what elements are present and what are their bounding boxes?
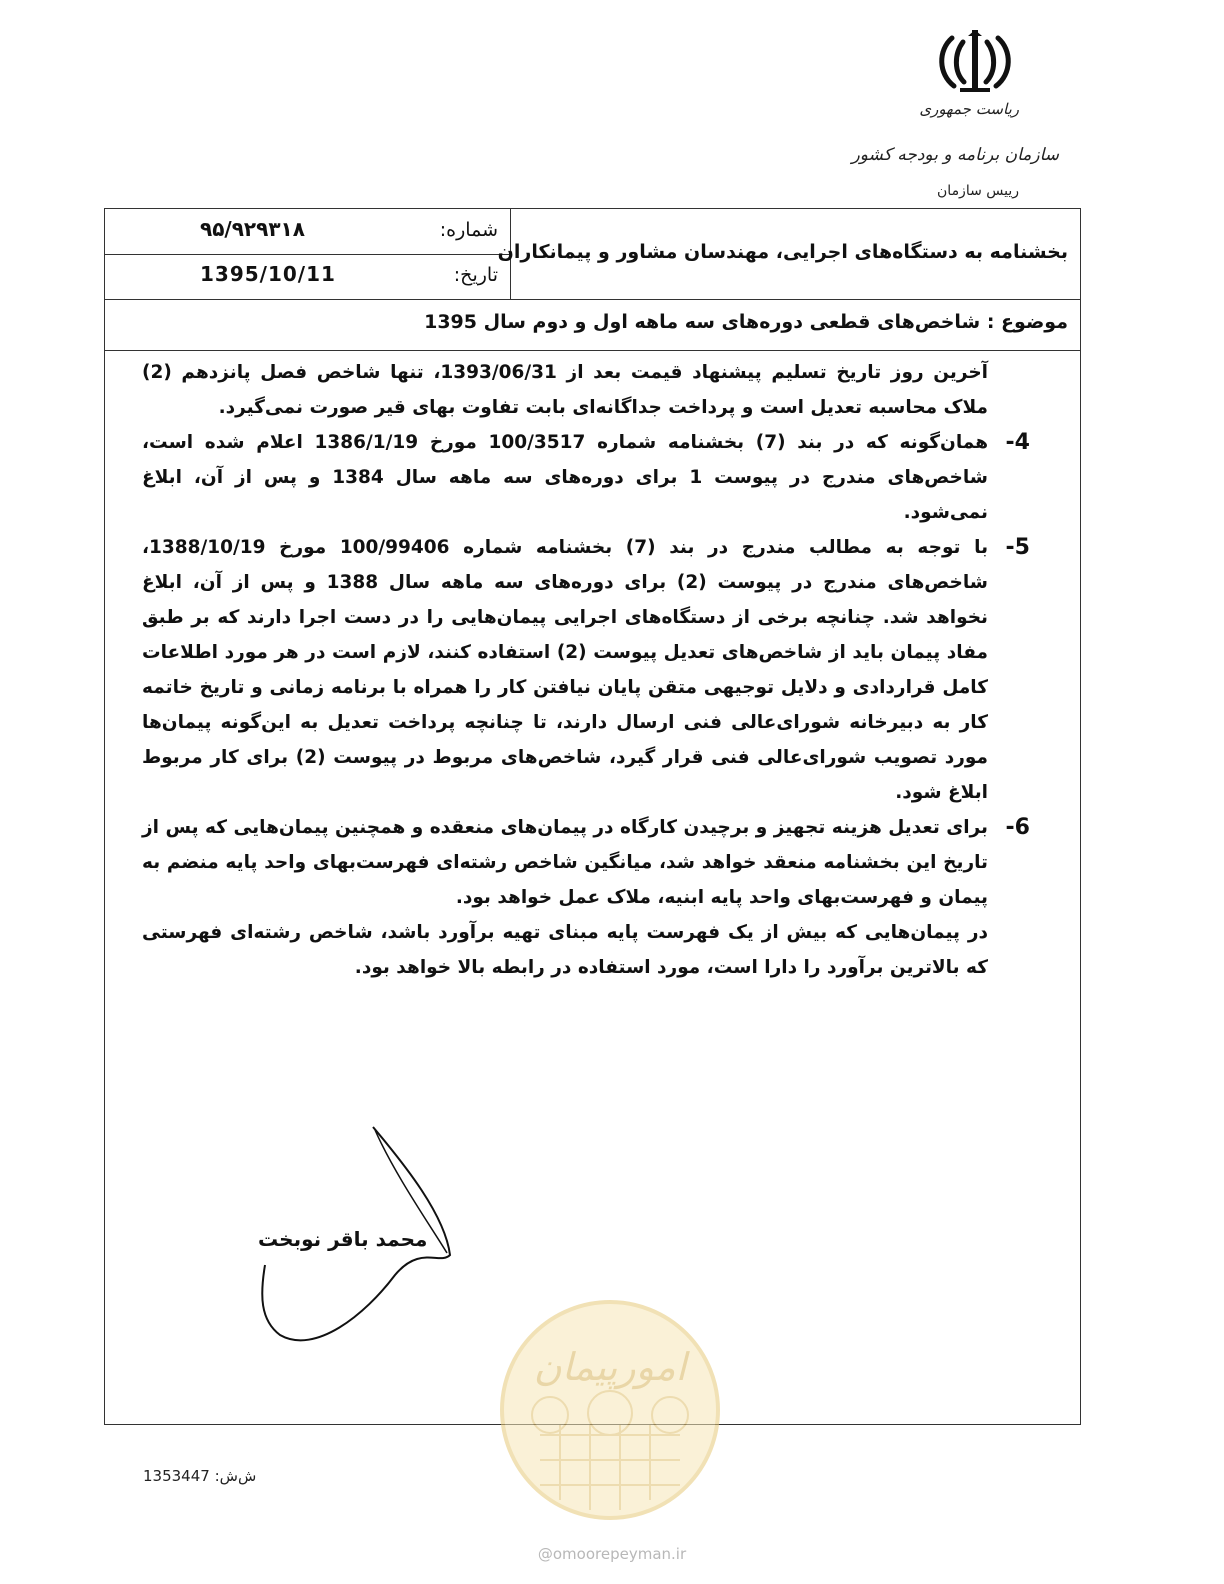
clause-number: -6 [1005,815,1030,840]
meta-box [105,209,511,299]
watermark-logo-text: امورپیمان [533,1345,687,1389]
org-line-head: رییس سازمان [937,183,1019,199]
closing-paragraph: در پیمان‌هایی که بیش از یک فهرست پایه مبنای تهیه برآورد باشد، شاخص رشته‌ای فهرستی که بالاترین برآورد را دارا است، مورد استفاده در رابطه بالا خواهد بود. [142,922,988,978]
letter-header [105,209,1080,300]
org-line-presidency: ریاست جمهوری [919,100,1019,118]
iran-emblem-logo [930,28,1020,96]
footer-reference-number: ش‌ش: 1353447 [143,1467,257,1485]
clause-number: -4 [1005,430,1030,455]
date-label: تاریخ: [453,264,498,286]
clause-text: همان‌گونه که در بند (7) بخشنامه شماره 100/3517 مورخ 1386/1/19 اعلام شده است، شاخص‌های مندرج در پیوست 1 برای دوره‌های سه ماهه سال 1384 و پس از آن، ابلاغ نمی‌شود. [142,432,989,523]
clause-4 [142,425,1030,530]
clause-number: -5 [1005,535,1030,560]
subject-line: موضوع : شاخص‌های قطعی دوره‌های سه ماهه اول و دوم سال 1395 [424,311,1068,333]
clause-5 [142,530,1030,810]
org-line-organization: سازمان برنامه و بودجه کشور [851,145,1059,165]
watermark-logo [490,1295,730,1525]
number-value: ۹۵/۹۲۹۳۱۸ [200,217,305,241]
intro-paragraph: آخرین روز تاریخ تسلیم پیشنهاد قیمت بعد از 1393/06/31، تنها شاخص فصل پانزدهم (2) ملاک محاسبه تعدیل است و پرداخت جداگانه‌ای بابت تفاوت بهای قیر صورت نمی‌گیرد. [142,362,988,418]
number-row [105,209,510,255]
letter-body [142,355,1030,985]
clause-text: برای تعدیل هزینه تجهیز و برچیدن کارگاه در پیمان‌های منعقده و همچنین پیمان‌هایی که پس از تاریخ این بخشنامه منعقد خواهد شد، میانگین شاخص رشته‌ای فهرست‌بهای واحد پایه منضم به پیمان و فهرست‌بهای واحد پایه ابنیه، ملاک عمل خواهد بود. [142,817,988,908]
recipients-line: بخشنامه به دستگاه‌های اجرایی، مهندسان مشاور و پیمانکاران [497,241,1068,263]
subject-row [105,299,1080,351]
number-label: شماره: [439,219,498,241]
date-row [105,254,510,299]
date-value: 1395/10/11 [200,262,336,286]
clause-text: با توجه به مطالب مندرج در بند (7) بخشنامه شماره 100/99406 مورخ 1388/10/19، شاخص‌های مندرج در پیوست (2) برای دوره‌های سه ماهه سال 1388 و پس از آن، ابلاغ نخواهد شد. چنانچه برخی از دستگاه‌های اجرایی پیمان‌هایی را در دست اجرا دارند که بر طبق مفاد پیمان باید از شاخص‌های تعدیل پیوست (2) استفاده کنند، لازم است در هر مورد اطلاعات کامل قراردادی و دلایل توجیهی متقن پایان نیافتن کار را همراه با برنامه زمانی و تاریخ خاتمه کار به دبیرخانه شورای‌عالی فنی ارسال دارند، تا چنانچه پرداخت تعدیل به این‌گونه پیمان‌ها مورد تصویب شورای‌عالی فنی قرار گیرد، شاخص‌های مربوط در پیوست (2) برای کار مربوط ابلاغ شود. [142,537,989,803]
watermark-url: @omoorepeyman.ir [537,1545,687,1563]
signatory-name: محمد باقر نوبخت [258,1227,428,1251]
clause-6 [142,810,1030,915]
